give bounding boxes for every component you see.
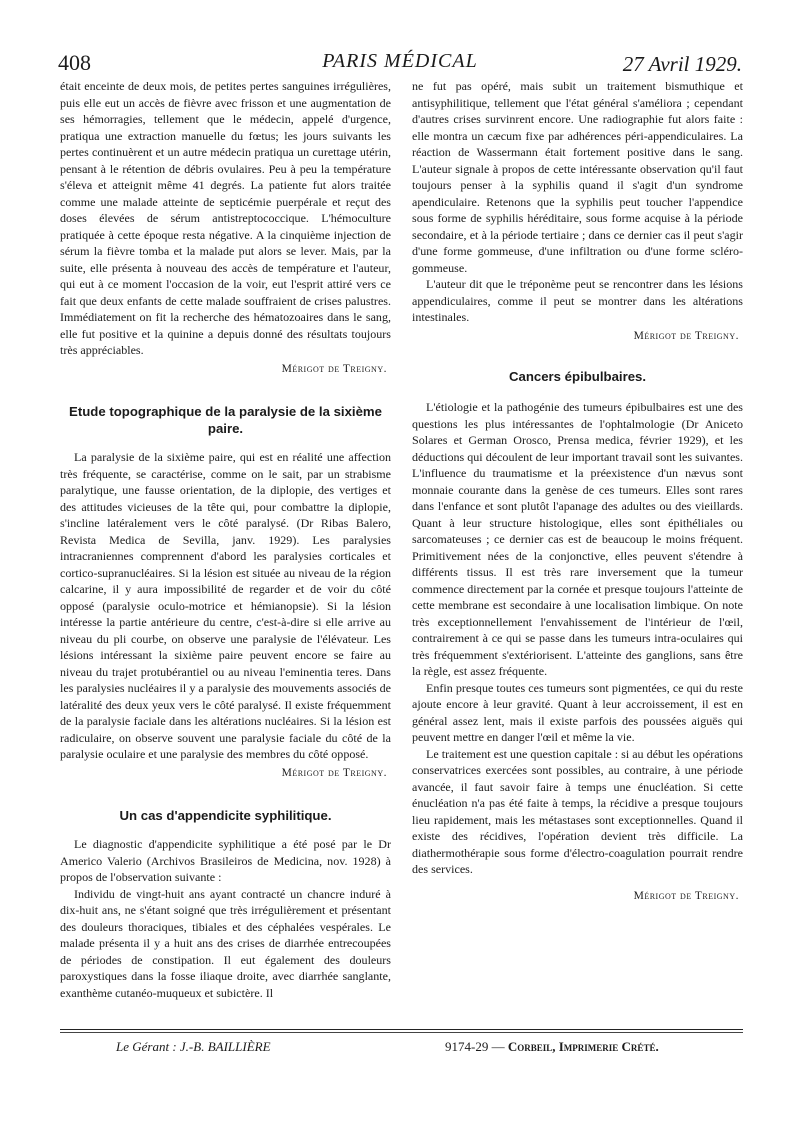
paragraph: Individu de vingt-huit ans ayant contracté un chancre induré à dix-huit ans, ne s'étant soigné que très irrégulièrement et présentant des douleurs thoraciques, tibiales et des céphalées vespérales. Le malade présenta il y a huit ans des crises de diarrhée entrecoupées de périodes de constipation. Il eut également des douleurs paroxystiques dans la fosse iliaque droite, avec diarrhée sanglante, exanthème cutanéo-muqueux et subictère. Il bbox=[60, 886, 391, 1000]
footer-rule-thin bbox=[60, 1032, 743, 1033]
article-title: Etude topographique de la paralysie de la sixième paire. bbox=[69, 404, 382, 436]
printer-code: 9174-29 — bbox=[445, 1039, 505, 1054]
paragraph: Enfin presque toutes ces tumeurs sont pigmentées, ce qui du reste ajoute encore à leur gravité. Quant à leur accroissement, il est en général assez lent, mais il existe parfois des poussées aiguës qui peuvent mettre en danger l'œil et même la vie. bbox=[412, 680, 743, 744]
paragraph: L'auteur dit que le tréponème peut se rencontrer dans les lésions appendiculaires, comme il peut se montrer dans les altérations intestinales. bbox=[412, 277, 743, 324]
article-title: Cancers épibulbaires. bbox=[508, 369, 647, 384]
paragraph: était enceinte de deux mois, de petites pertes sanguines irrégulières, puis elle eut un accès de fièvre avec frisson et une augmentation de ses hémorragies, tellement que le médecin, appelé d'urgence, pratiqua une extraction manuelle du fœtus; les jours suivants les pertes continuèrent et un autre médecin pratiqua un curettage utérin, pensant à le rétention de débris ovulaires. Peu à peu la température s'éleva et atteignit même 41 degrés. La patiente fut alors traitée comme une malade atteinte de septicémie puerpérale et reçut des doses élevées de sérum antistreptococcique. L'hémoculture pratiquée à cette époque resta négative. A la cinquième injection de sérum la fièvre tomba et la malade put alors se lever. Mais, par la suite, elle présenta à nouveau des accès de température et l'auteur, qui eut à ce moment l'occasion de la voir, eut l'esprit attiré vers ce fait que deux enfants de cette malade souffraient de crises palustres. Immédiatement on fit la recherche des hématozoaires dans le sang, elle fut positive et la quinine a depuis donné des résultats toujours très appréciables. bbox=[60, 79, 391, 357]
paragraph: L'étiologie et la pathogénie des tumeurs épibulbaires est une des questions les plus intéressantes de l'ophtalmologie (Dr Aniceto Solares et German Orosco, Prensa medica, février 1929), et les déductions qui découlent de leur important travail sont les suivantes. L'influence du traumatisme et la préexistence d'un nævus sont monnaie courante dans la genèse de ces tumeurs. Elles sont rares dans l'enfance et sont plutôt l'apanage des adultes ou des vieillards. Quant à leur structure histologique, elles sont épithéliales ou sarcomateuses ; ce dernier cas est de beaucoup le moins fréquent. Primitivement nées de la conjonctive, elles peuvent s'étendre à différents tissus. Il est très rare inversement que la tumeur commence directement par la cornée et presque toujours l'atteinte de cette membrane est secondaire à une localisation limbique. On note très exceptionnellement l'envahissement de l'intérieur de l'œil, contrairement à ce qui se passe dans les tumeurs intra-oculaires qui très fréquemment s'extériorisent. L'atteinte des ganglions, sans être la règle, est assez fréquente. bbox=[412, 400, 743, 678]
author-signature: Mérigot de Treigny. bbox=[633, 889, 739, 902]
article-title: Un cas d'appendicite syphilitique. bbox=[119, 808, 332, 823]
author-signature: Mérigot de Treigny. bbox=[281, 766, 387, 779]
page-footer bbox=[60, 1039, 743, 1059]
paragraph: La paralysie de la sixième paire, qui est en réalité une affection très fréquente, se caractérise, comme on le sait, par un strabisme paralytique, une fausse orientation, de la diplopie, des vertiges et des attitudes vicieuses de la tête qui, pour combattre la diplopie, s'incline latéralement vers le côté paralysé. (Dr Ribas Balero, Revista Medica de Sevilla, janv. 1929). Les paralysies intracraniennes comprennent d'abord les paralysies corticales et cortico-supranucléaires. Si la lésion est située au niveau de la région calcarine, il y aura impossibilité de regarder et de voir du côté opposé (paralysie oculo-motrice et hémianopsie). Si la lésion intéresse la partie antérieure du centre, c'est-à-dire si elle arrive au niveau du pli courbe, on observe une paralysie de l'élévateur. Les lésions intéressant la sixième paire peuvent encore se faire au niveau du trajet protubérantiel ou au niveau l'eminentia teres. Dans les paralysies nucléaires il y a paralysie des mouvements associés de latéralité des deux yeux vers le côté paralysé. Il existe fréquemment de la paralysie faciale dans les altérations nucléaires. Si la lésion est radiculaire, on observe souvent une paralysie faciale du côté de la paralysie oculaire et une paralysie des membres du côté opposé. bbox=[60, 450, 391, 761]
left-column bbox=[60, 78, 391, 1001]
printer-name: Corbeil, Imprimerie Crété. bbox=[507, 1039, 659, 1054]
journal-title: PARIS MÉDICAL bbox=[322, 50, 478, 72]
printer-credit bbox=[445, 1039, 659, 1055]
page-header bbox=[58, 50, 742, 80]
footer-rule bbox=[60, 1029, 743, 1030]
publisher-credit: Le Gérant : J.-B. BAILLIÈRE bbox=[116, 1039, 271, 1054]
issue-date: 27 Avril 1929. bbox=[622, 52, 742, 76]
paragraph: ne fut pas opéré, mais subit un traitement bismuthique et antisyphilitique, tellement que l'état général s'améliora ; cependant d'autres crises survinrent encore. Une radiographie fut alors faite : elle montra un cæcum fixe par adhérences péri-appendiculaires. La réaction de Wassermann était fortement positive dans le sang. L'auteur signale à propos de cette intéressante observation qu'il faut toujours penser à la syphilis quand il s'agit d'un syndrome apendiculaire. Retenons que la syphilis peut toucher l'appendice sous forme de syphilis héréditaire, sous forme acquise à la période secondaire, et à la période tertiaire ; dans ce dernier cas il peut s'agir d'une forme gommeuse, d'une infiltration ou d'une forme scléro-gommeuse. bbox=[412, 79, 743, 275]
paragraph: Le traitement est une question capitale : si au début les opérations conservatrices exercées sont possibles, au contraire, à une période avancée, il faut savoir faire à temps une énucléation. Si cette énucléation n'a pas été faite à temps, la récidive a presque toujours lieu rapidement, mais les métastases sont exceptionnelles. Quand il existe des récidives, l'opération devient très difficile. La diathermothérapie sous forme d'électro-coagulation pourrait rendre des services. bbox=[412, 746, 743, 876]
paragraph: Le diagnostic d'appendicite syphilitique a été posé par le Dr Americo Valerio (Archivos Brasileiros de Medicina, nov. 1928) à propos de l'observation suivante : bbox=[60, 837, 391, 884]
right-column bbox=[412, 78, 743, 904]
author-signature: Mérigot de Treigny. bbox=[281, 362, 387, 375]
author-signature: Mérigot de Treigny. bbox=[633, 329, 739, 342]
page-number: 408 bbox=[58, 50, 91, 75]
